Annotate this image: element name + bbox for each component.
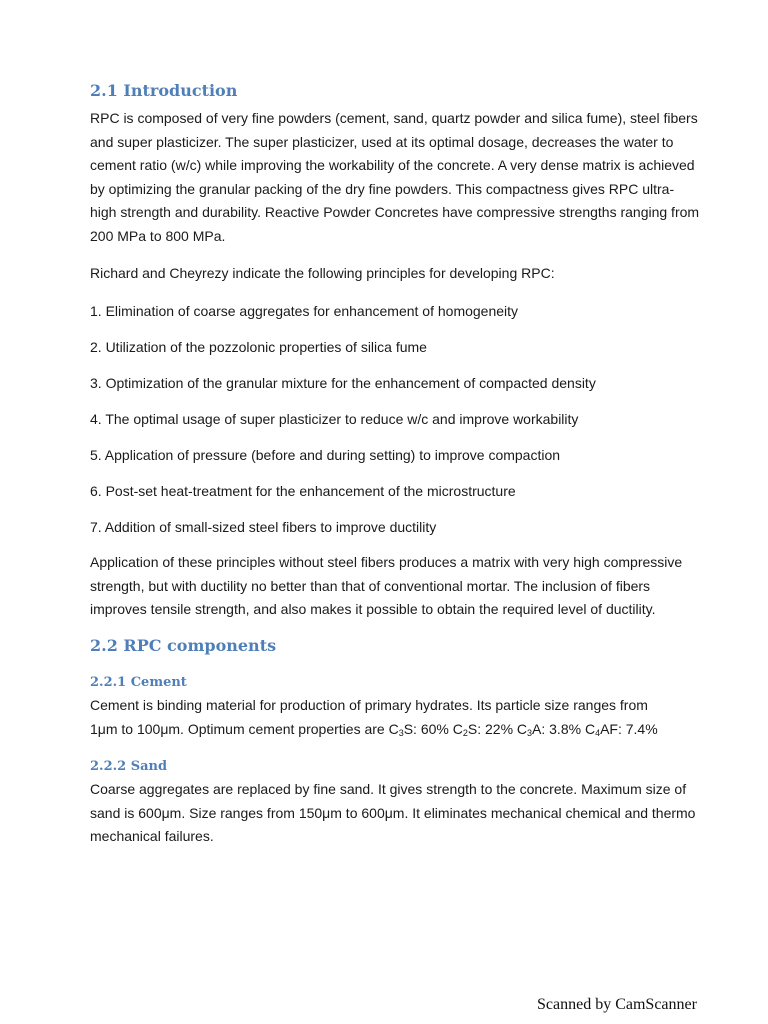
list-item: 3. Optimization of the granular mixture for the enhancement of compacted density: [90, 375, 596, 392]
section-heading-introduction: 2.1 Introduction: [90, 81, 238, 100]
section-heading-rpc-components: 2.2 RPC components: [90, 635, 277, 655]
c3a-subscript: 3: [527, 727, 533, 738]
list-item: 6. Post-set heat-treatment for the enhancement of the microstructure: [90, 483, 516, 500]
c3s-subscript: 3: [398, 727, 404, 738]
cement-text-e: AF: 7.4%: [600, 720, 658, 737]
subsection-heading-cement: 2.2.1 Cement: [90, 674, 187, 690]
cement-text-a: 1μm to 100μm. Optimum cement properties are C: [90, 720, 399, 737]
subsection-heading-sand: 2.2.2 Sand: [90, 759, 168, 775]
list-item: 2. Utilization of the pozzolonic properties of silica fume: [90, 339, 427, 356]
scanner-watermark: Scanned by CamScanner: [537, 996, 697, 1013]
intro-paragraph-2: Richard and Cheyrezy indicate the following principles for developing RPC:: [90, 264, 555, 281]
cement-line-1: Cement is binding material for production of primary hydrates. Its particle size ranges from: [90, 696, 648, 713]
document-page: [90, 80, 700, 849]
cement-line-2: [90, 721, 658, 737]
list-item: 7. Addition of small-sized steel fibers to improve ductility: [90, 519, 437, 536]
intro-paragraph-3: Application of these principles without steel fibers produces a matrix with very high compressive strength, but with ductility no better than that of conventional mortar. The inclusion of fibers improves tensile strength, and also makes it possible to obtain the required level of ductility.: [90, 554, 683, 618]
cement-text-d: A: 3.8% C: [532, 720, 596, 737]
cement-text-b: S: 60% C: [403, 720, 463, 737]
principles-list: [90, 301, 700, 537]
sand-paragraph: Coarse aggregates are replaced by fine sand. It gives strength to the concrete. Maximum size of sand is 600μm. Size ranges from 150μm to 600μm. It eliminates mechanical chemical and thermo mechanical failures.: [90, 781, 696, 845]
c2s-subscript: 2: [462, 727, 468, 738]
c4af-subscript: 4: [595, 727, 601, 738]
cement-text-c: S: 22% C: [467, 720, 528, 737]
cement-paragraph: [90, 694, 700, 741]
intro-paragraph-1: RPC is composed of very fine powders (cement, sand, quartz powder and silica fume), steel fibers and super plasticizer. The super plasticizer, used at its optimal dosage, decreases the water to cement ratio (w/c) while improving the workability of the concrete. A very dense matrix is achieved by optimizing the granular packing of the dry fine powders. This compactness gives RPC ultra-high strength and durability. Reactive Powder Concretes have compressive strengths ranging from 200 MPa to 800 MPa.: [90, 110, 700, 244]
list-item: 5. Application of pressure (before and during setting) to improve compaction: [90, 447, 561, 464]
list-item: 1. Elimination of coarse aggregates for enhancement of homogeneity: [90, 303, 519, 320]
list-item: 4. The optimal usage of super plasticizer to reduce w/c and improve workability: [90, 411, 579, 428]
